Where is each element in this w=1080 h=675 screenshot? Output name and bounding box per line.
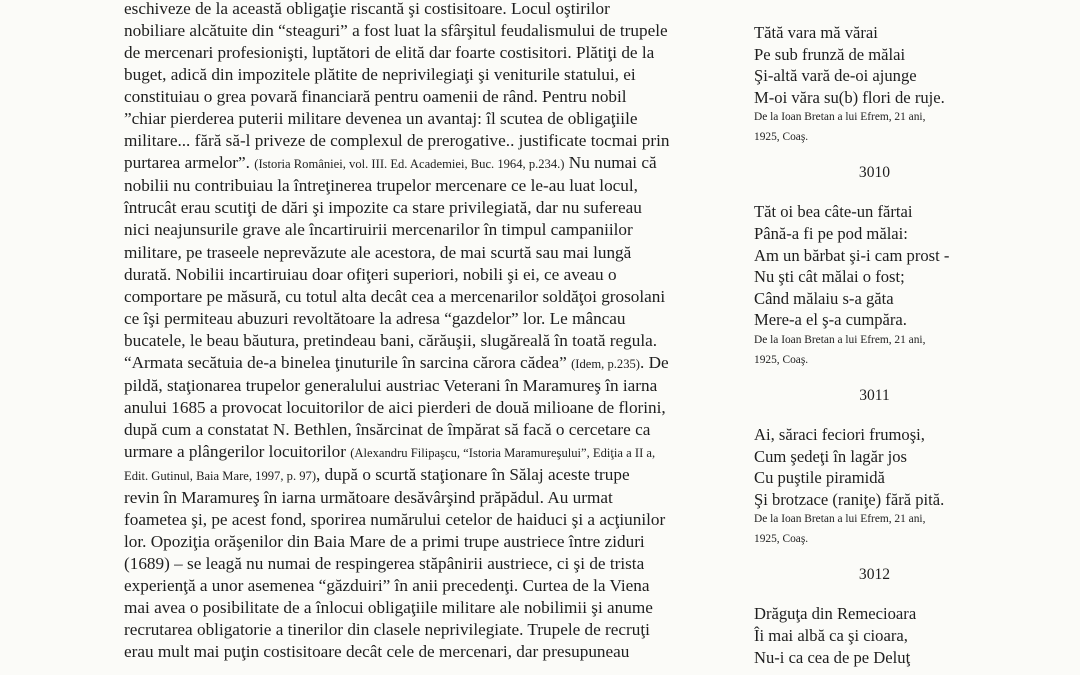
poem-source bbox=[754, 509, 1054, 549]
text-segment: (1689) – se leagă nu numai de respingerea stăpânirii austriece, ci şi de trista bbox=[124, 554, 645, 574]
text-segment: nobilii nu contribuiau la întreţinerea trupelor mercenare ce le-au luat locul, bbox=[124, 176, 638, 196]
text-segment: după cum a constatat N. Bethlen, însărcinat de împărat să facă o cercetare ca bbox=[124, 419, 651, 439]
source-line: 1925, Coaş. bbox=[754, 353, 809, 366]
poem-number: 3012 bbox=[858, 566, 891, 584]
poem-source bbox=[754, 330, 1054, 370]
verse-line: Nu şti cât mălai o fost; bbox=[754, 267, 905, 287]
poem-number: 3010 bbox=[858, 164, 891, 182]
text-segment: eschiveze de la această obligaţie riscantă şi costisitoare. Locul oştirilor bbox=[124, 0, 610, 18]
poem-block bbox=[754, 22, 1054, 147]
text-segment: militare, pe traseele neprevăzute ale acestora, de mai scurtă sau mai lungă bbox=[124, 242, 632, 262]
text-segment: purtarea armelor”. bbox=[124, 153, 255, 173]
citation: (Idem, p.235) bbox=[571, 356, 640, 371]
text-line bbox=[124, 197, 724, 219]
poem-verses bbox=[754, 201, 1054, 331]
text-segment: nici neajunsurile grave ale încartiruirii mercenarilor în timpul campaniilor bbox=[124, 220, 633, 240]
text-line bbox=[124, 619, 724, 641]
poem-verses bbox=[754, 603, 1054, 668]
text-segment: mai avea o posibilitate de a înlocui obligaţiile militare ale nobilimii şi anume bbox=[124, 598, 653, 618]
poem-number: 3011 bbox=[859, 386, 890, 404]
text-line bbox=[124, 175, 724, 197]
text-segment: nobiliare alcătuite din “steaguri” a fost luat la sfârşitul feudalismului de trupele bbox=[124, 21, 668, 41]
text-line bbox=[124, 330, 724, 352]
verse-line: Mere-a el ş-a cumpăra. bbox=[754, 310, 907, 330]
text-line bbox=[124, 130, 724, 152]
citation: Edit. Gutinul, Baia Mare, 1997, p. 97) bbox=[124, 468, 317, 483]
poems-column bbox=[754, 22, 1054, 668]
poem-block bbox=[754, 565, 1054, 668]
text-line bbox=[124, 487, 724, 509]
source-line: 1925, Coaş. bbox=[754, 533, 809, 546]
text-segment: foametea şi, pe acest fond, sporirea numărului cetelor de haiduci şi a acţiunilor bbox=[124, 510, 666, 530]
text-line bbox=[124, 531, 724, 553]
text-segment: militare... fără să-l priveze de complexul de prerogative.. justificate tocmai prin bbox=[124, 131, 670, 151]
verse-line: M-oi văra su(b) flori de ruje. bbox=[754, 87, 945, 107]
poem-source bbox=[754, 107, 1054, 147]
poem-verses bbox=[754, 424, 1054, 510]
poem-block bbox=[754, 163, 1054, 370]
text-line bbox=[124, 553, 724, 575]
text-line bbox=[124, 0, 724, 20]
text-segment: experienţă a unor asemenea “găzduiri” în anii precedenţi. Curtea de la Viena bbox=[124, 576, 650, 596]
verse-line: Tăt oi bea câte-un fărtai bbox=[754, 202, 913, 222]
verse-line: Am un bărbat şi-i cam prost - bbox=[754, 245, 950, 265]
verse-line: Când mălaiu s-a găta bbox=[754, 288, 894, 308]
poem-verses bbox=[754, 22, 1054, 108]
verse-line: Îi mai albă ca şi cioara, bbox=[754, 625, 908, 645]
text-line bbox=[124, 242, 724, 264]
text-line bbox=[124, 575, 724, 597]
text-segment: recrutarea obligatorie a tinerilor din clasele neprivilegiate. Trupele de recruţi bbox=[124, 620, 650, 640]
text-line bbox=[124, 441, 724, 464]
text-line bbox=[124, 419, 724, 441]
verse-line: Ai, săraci feciori frumoşi, bbox=[754, 424, 925, 444]
text-line bbox=[124, 352, 724, 375]
text-segment: “Armata secătuia de-a binelea ţinuturile în sarcina cărora cădea” bbox=[124, 352, 572, 372]
verse-line: Tătă vara mă vărai bbox=[754, 23, 878, 42]
text-segment: urmare a plângerilor locuitorilor bbox=[124, 441, 351, 461]
source-line: De la Ioan Bretan a lui Efrem, 21 ani, bbox=[754, 333, 926, 346]
text-segment: buget, adică din impozitele plătite de neprivilegiaţi şi veniturile statului, ei bbox=[124, 65, 636, 85]
text-segment: . De bbox=[640, 352, 669, 372]
text-line bbox=[124, 64, 724, 86]
verse-line: Şi-altă vară de-oi ajunge bbox=[754, 66, 917, 86]
text-segment: durată. Nobilii incartiruiau doar ofiţeri superiori, nobili şi ei, ce aveau o bbox=[124, 264, 617, 284]
text-segment: comportare pe măsură, cu totul alta decât cea a mercenarilor soldăţoi grosolani bbox=[124, 286, 666, 306]
text-segment: pildă, staţionarea trupelor generalului austriac Veterani în Maramureş în iarna bbox=[124, 375, 658, 395]
verse-line: Până-a fi pe pod mălai: bbox=[754, 223, 908, 243]
text-line bbox=[124, 20, 724, 42]
text-segment: revin în Maramureş în iarna următoare desăvârşind prăpădul. Au urmat bbox=[124, 488, 613, 508]
text-segment: , după o scurtă staţionare în Sălaj aceste trupe bbox=[316, 464, 630, 484]
text-line bbox=[124, 108, 724, 130]
text-segment: întrucât erau scutiţi de dări şi impozite ca stare privilegiată, dar nu sufereau bbox=[124, 198, 642, 218]
text-line bbox=[124, 308, 724, 330]
verse-line: Drăguţa din Remecioara bbox=[754, 604, 917, 624]
text-line bbox=[124, 509, 724, 531]
citation: (Alexandru Filipaşcu, “Istoria Maramureşului”, Ediţia a II a, bbox=[350, 445, 656, 460]
citation: (Istoria României, vol. III. Ed. Academiei, Buc. 1964, p.234.) bbox=[254, 157, 565, 172]
verse-line: Cum şedeţi în lagăr jos bbox=[754, 446, 908, 466]
verse-line: Cu puştile piramidă bbox=[754, 468, 885, 488]
verse-line: Nu-i ca cea de pe Deluţ bbox=[754, 647, 911, 667]
text-segment: ce îşi permiteau abuzuri revoltătoare la adresa “gazdelor” lor. Le mâncau bbox=[124, 308, 626, 328]
verse-line: Pe sub frunză de mălai bbox=[754, 44, 906, 64]
text-segment: lor. Opoziţia orăşenilor din Baia Mare de a primi trupe austriece între ziduri bbox=[124, 532, 645, 552]
text-line bbox=[124, 86, 724, 108]
text-segment: Nu numai că bbox=[564, 153, 657, 173]
text-line bbox=[124, 397, 724, 419]
verse-line: Şi brotzace (raniţe) fără pită. bbox=[754, 489, 945, 509]
text-line bbox=[124, 641, 724, 663]
text-line bbox=[124, 264, 724, 286]
text-segment: erau mult mai puţin costisitoare decât cele de mercenari, dar presupuneau bbox=[124, 642, 630, 662]
text-line bbox=[124, 152, 724, 175]
text-segment: bucatele, le beau băutura, pretindeau bani, cărăuşii, slugăreală în toată regula. bbox=[124, 330, 658, 350]
text-line bbox=[124, 42, 724, 64]
source-line: De la Ioan Bretan a lui Efrem, 21 ani, bbox=[754, 111, 926, 124]
source-line: De la Ioan Bretan a lui Efrem, 21 ani, bbox=[754, 513, 926, 526]
text-line bbox=[124, 375, 724, 397]
text-segment: anului 1685 a provocat locuitorilor de aici pierderi de două milioane de florini, bbox=[124, 397, 666, 417]
source-line: 1925, Coaş. bbox=[754, 131, 809, 144]
text-segment: constituiau o grea povară financiară pentru oamenii de rând. Pentru nobil bbox=[124, 87, 627, 107]
text-line bbox=[124, 464, 724, 487]
text-line bbox=[124, 597, 724, 619]
main-paragraph bbox=[124, 0, 724, 663]
poem-block bbox=[754, 386, 1054, 549]
text-line bbox=[124, 286, 724, 308]
text-line bbox=[124, 219, 724, 241]
text-segment: de mercenari profesionişti, luptători de elită dar foarte costisitori. Plătiţi de la bbox=[124, 43, 655, 63]
text-segment: ”chiar pierderea puterii militare devenea un avantaj: îl scutea de obligaţiile bbox=[124, 109, 638, 129]
main-text-column bbox=[124, 0, 724, 663]
